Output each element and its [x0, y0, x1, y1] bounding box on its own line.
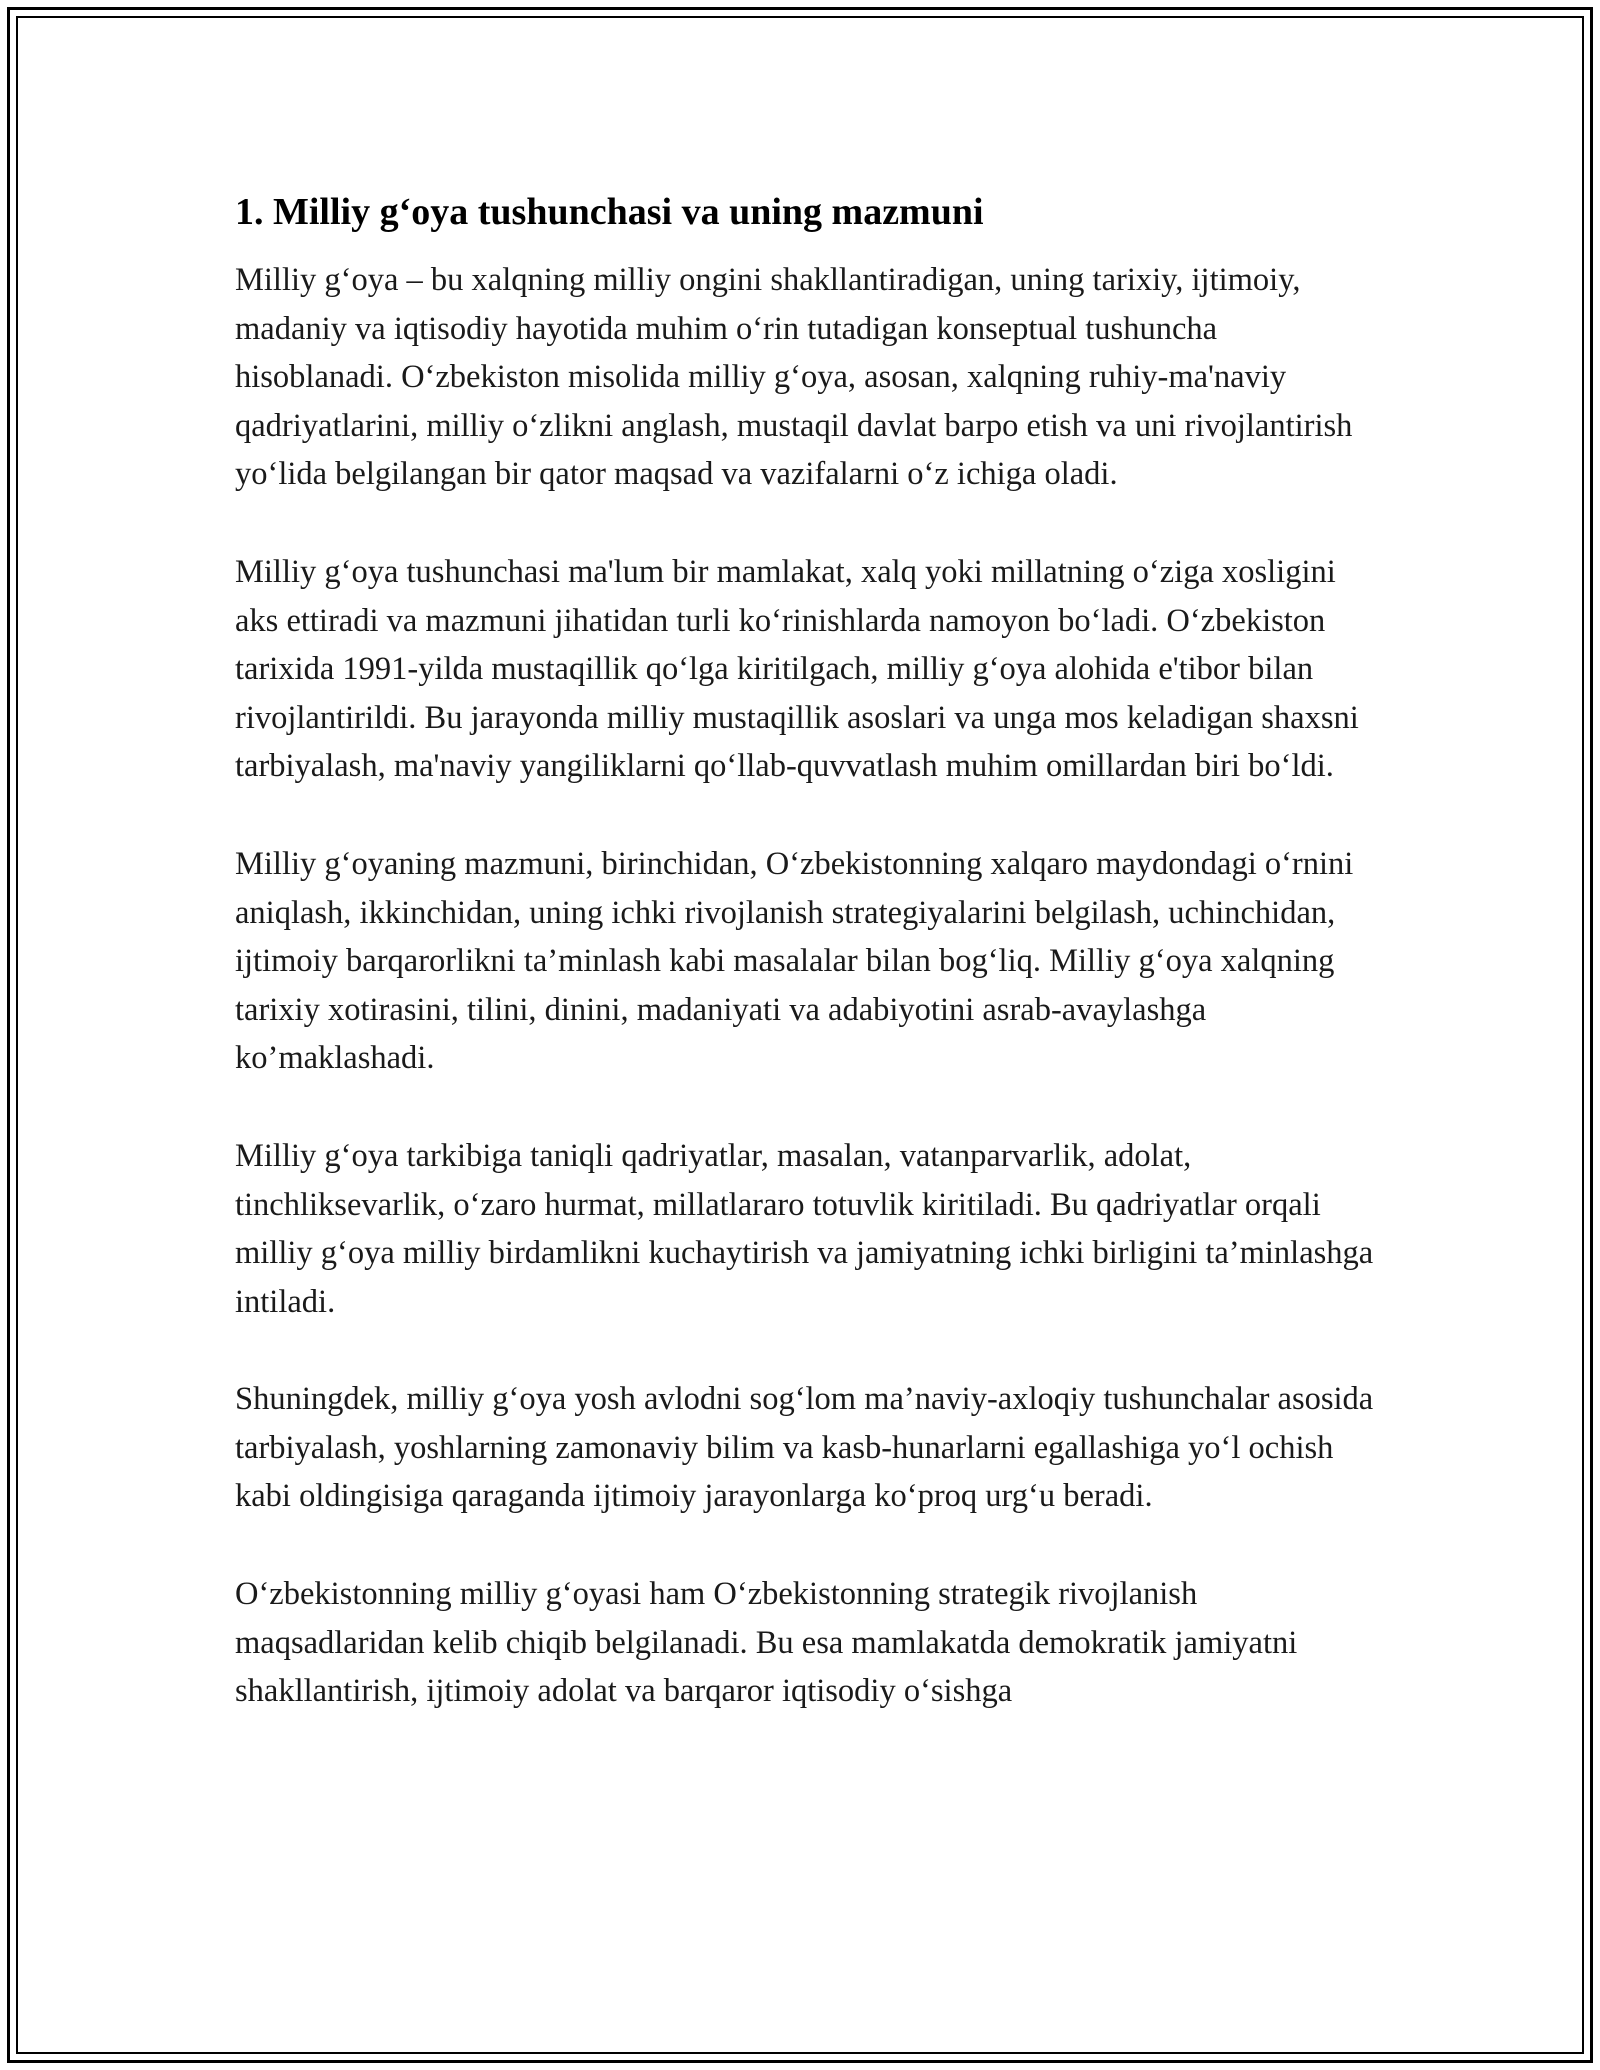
- paragraph-4: Milliy g‘oya tarkibiga taniqli qadriyatlar, masalan, vatanparvarlik, adolat, tinchliksevarlik, o‘zaro hurmat, millatlararo totuvlik kiritiladi. Bu qadriyatlar orqali milliy g‘oya milliy birdamlikni kuchaytirish va jamiyatning ichki birligini ta’minlashga intiladi.: [235, 1137, 1374, 1320]
- paragraph-5: Shuningdek, milliy g‘oya yosh avlodni sog‘lom ma’naviy-axloqiy tushunchalar asosida tarbiyalash, yoshlarning zamonaviy bilim va kasb-hunarlarni egallashiga yo‘l ochish kabi oldingisiga qaraganda ijtimoiy jarayonlarga ko‘proq urg‘u beradi.: [235, 1381, 1374, 1515]
- paragraph-6: O‘zbekistonning milliy g‘oyasi ham O‘zbekistonning strategik rivojlanish maqsadlaridan kelib chiqib belgilanadi. Bu esa mamlakatda demokratik jamiyatni shakllantirish, ijtimoiy adolat va barqaror iqtisodiy o‘sishga: [235, 1576, 1298, 1710]
- paragraph-1: Milliy g‘oya – bu xalqning milliy ongini shakllantiradigan, uning tarixiy, ijtimoiy, madaniy va iqtisodiy hayotida muhim o‘rin tutadigan konseptual tushuncha hisoblanadi. O‘zbekiston misolida milliy g‘oya, asosan, xalqning ruhiy-ma'naviy qadriyatlarini, milliy o‘zlikni anglash, mustaqil davlat barpo etish va uni rivojlantirish yo‘lida belgilangan bir qator maqsad va vazifalarni o‘z ichiga oladi.: [235, 262, 1353, 493]
- paragraph-3: Milliy g‘oyaning mazmuni, birinchidan, O‘zbekistonning xalqaro maydondagi o‘rnini aniqlash, ikkinchidan, uning ichki rivojlanish strategiyalarini belgilash, uchinchidan, ijtimoiy barqarorlikni ta’minlash kabi masalalar bilan bog‘liq. Milliy g‘oya xalqning tarixiy xotirasini, tilini, dinini, madaniyati va adabiyotini asrab-avaylashga ko’maklashadi.: [235, 845, 1354, 1077]
- section-heading: 1. Milliy g‘oya tushunchasi va uning mazmuni: [235, 191, 984, 233]
- document-body: [235, 186, 1375, 1765]
- paragraph-2: Milliy g‘oya tushunchasi ma'lum bir mamlakat, xalq yoki millatning o‘ziga xosligini aks ettiradi va mazmuni jihatidan turli ko‘rinishlarda namoyon bo‘ladi. O‘zbekiston tarixida 1991-yilda mustaqillik qo‘lga kiritilgach, milliy g‘oya alohida e'tibor bilan rivojlantirildi. Bu jarayonda milliy mustaqillik asoslari va unga mos keladigan shaxsni tarbiyalash, ma'naviy yangiliklarni qo‘llab-quvvatlash muhim omillardan biri bo‘ldi.: [235, 553, 1359, 785]
